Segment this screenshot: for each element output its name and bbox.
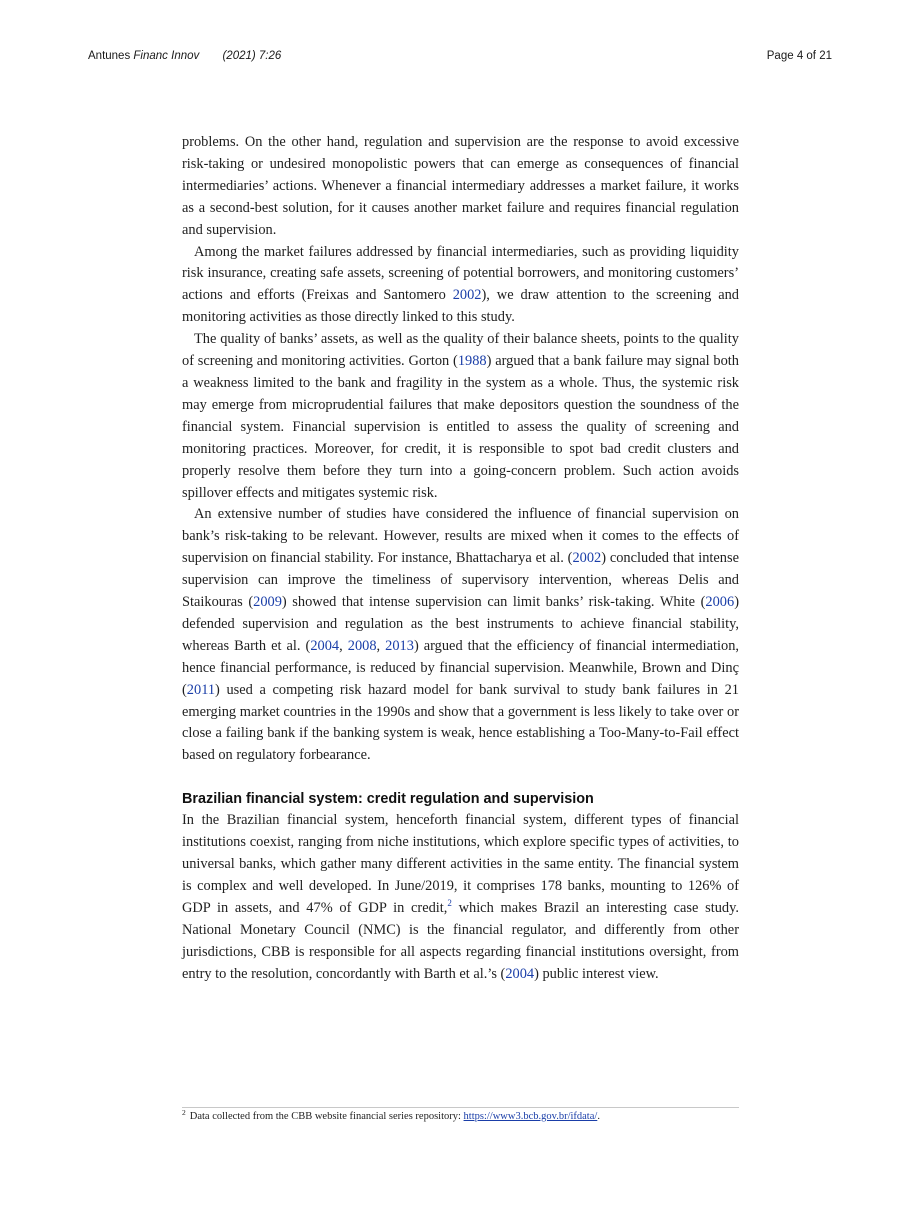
text-run: ) showed that intense supervision can limit banks’ risk-taking. White (: [281, 594, 706, 611]
text-run: ,: [339, 637, 348, 654]
footnote-text: Data collected from the CBB website financial series repository:: [189, 1111, 464, 1122]
text-run: ) argued that a bank failure may signal both a weakness limited to the bank and fragility in the system as a whole. Thus, the systemic risk may emerge from microprudential failures that make depositors question the soundness of the financial system. Financial supervision is entitled to assess the quality of screening and monitoring practices. Moreover, for credit, it is responsible to spot bad credit clusters and properly resolve them before they turn into a going-concern problem. Such action avoids spillover effects and mitigates systemic risk.: [182, 353, 739, 501]
text-run: ,: [376, 637, 386, 654]
citation-link[interactable]: 2004: [505, 965, 535, 982]
citation-link[interactable]: 1988: [457, 353, 487, 370]
citation-link[interactable]: 2009: [253, 594, 282, 611]
text-run: ) concluded that intense supervision can improve the timeliness of supervisory intervention, whereas Delis and Staikouras (: [182, 550, 739, 611]
text-run: which makes Brazil an interesting case study. National Monetary Council (NMC) is the financial regulator, and differently from other jurisdictions, CBB is responsible for all aspects regarding financial institutions oversight, from entry to the resolution, concordantly with Barth et al.’s (: [182, 899, 739, 982]
citation-link[interactable]: 2008: [347, 637, 377, 654]
running-header: [88, 50, 832, 66]
paragraph-3: [182, 329, 739, 504]
text-run: ), we draw attention to the screening and monitoring activities as those directly linked to this study.: [182, 287, 739, 326]
citation-link[interactable]: 2006: [705, 594, 735, 611]
paragraph-5: [182, 810, 739, 985]
footnote-end: .: [597, 1111, 600, 1122]
paragraph-1: problems. On the other hand, regulation and supervision are the response to avoid excessive risk-taking or undesired monopolistic powers that can emerge as consequences of financial intermediaries’ actions. Whenever a financial intermediary addresses a market failure, it works as a second-best solution, for it causes another market failure and requires financial regulation and supervision.: [182, 134, 739, 238]
header-citation: [88, 50, 281, 62]
header-journal: Financ Innov: [133, 50, 200, 62]
article-body: [182, 132, 739, 986]
paragraph-4: [182, 504, 739, 767]
header-author: Antunes: [88, 50, 131, 62]
text-run: ) public interest view.: [534, 965, 659, 982]
footnote: [182, 1107, 739, 1124]
footnote-url-link[interactable]: https://www3.bcb.gov.br/ifdata/: [463, 1111, 598, 1122]
citation-link[interactable]: 2002: [452, 287, 482, 304]
footnote-marker[interactable]: 2: [447, 898, 452, 909]
text-run: ) argued that the efficiency of financial intermediation, hence financial performance, is reduced by financial supervision. Meanwhile, Brown and Dinç (: [182, 637, 739, 698]
citation-link[interactable]: 2002: [572, 550, 602, 567]
footnote-divider: [182, 1107, 739, 1108]
header-volume: (2021) 7:26: [222, 50, 282, 62]
citation-link[interactable]: 2011: [186, 681, 216, 698]
text-run: Among the market failures addressed by financial intermediaries, such as providing liquidity risk insurance, creating safe assets, screening of potential borrowers, and monitoring customers’ actions and efforts (Freixas and Santomero: [182, 243, 739, 304]
text-run: ) defended supervision and regulation as the best instruments to achieve financial stability, whereas Barth et al. (: [182, 594, 739, 654]
page-number: Page 4 of 21: [766, 50, 832, 62]
footnote-number: 2: [182, 1107, 186, 1117]
citation-link[interactable]: 2004: [310, 637, 340, 654]
section-heading: Brazilian financial system: credit regulation and supervision: [182, 791, 594, 808]
text-run: In the Brazilian financial system, henceforth financial system, different types of financial institutions coexist, ranging from niche institutions, which explore specific types of activities, to universal banks, which gather many different activities in the same entity. The financial system is complex and well developed. In June/2019, it comprises 178 banks, mounting to 126% of GDP in assets, and 47% of GDP in credit,: [182, 812, 739, 916]
text-run: ) used a competing risk hazard model for bank survival to study bank failures in 21 emerging market countries in the 1990s and show that a government is less likely to take over or close a failing bank if the banking system is weak, hence establishing a Too-Many-to-Fail effect based on regulatory forbearance.: [182, 681, 739, 764]
paragraph-2: [182, 242, 739, 330]
citation-link[interactable]: 2013: [385, 637, 414, 654]
text-run: An extensive number of studies have considered the influence of financial supervision on bank’s risk-taking to be relevant. However, results are mixed when it comes to the effects of supervision on financial stability. For instance, Bhattacharya et al. (: [182, 506, 739, 567]
text-run: The quality of banks’ assets, as well as the quality of their balance sheets, points to the quality of screening and monitoring activities. Gorton (: [182, 331, 739, 370]
